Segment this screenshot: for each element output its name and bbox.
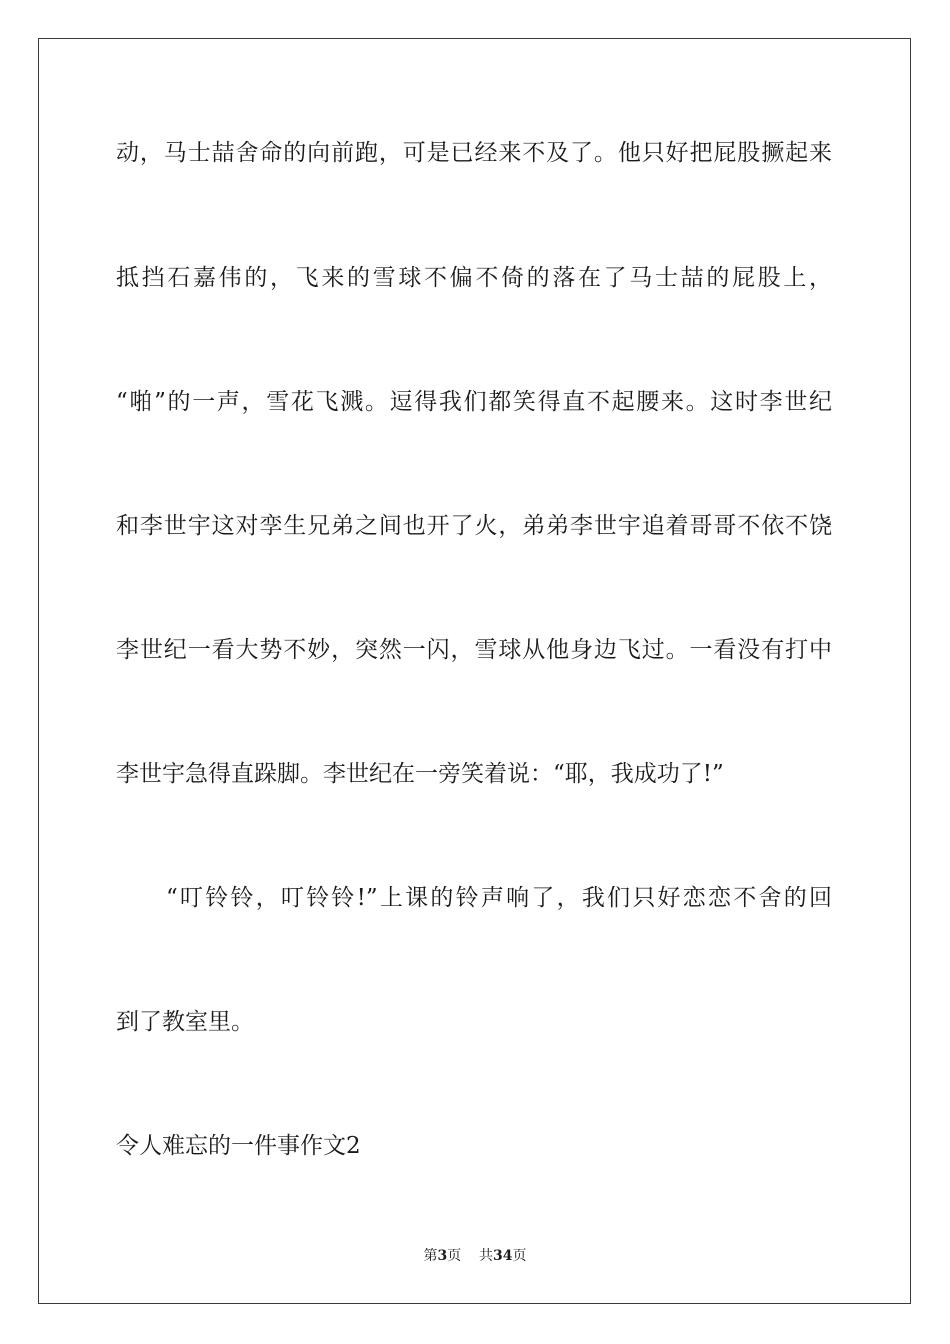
footer-page-suffix: 页 (447, 1248, 462, 1264)
page-footer (0, 1246, 950, 1266)
footer-total-suffix: 页 (512, 1248, 527, 1264)
footer-page-prefix: 第 (423, 1248, 438, 1264)
paragraph-line-6: 李世宇急得直跺脚。李世纪在一旁笑着说：“耶，我成功了!” (116, 761, 724, 787)
essay-heading: 令人难忘的一件事作文2 (116, 1133, 361, 1159)
footer-total-number: 34 (493, 1248, 513, 1264)
paragraph-line-1: 动，马士喆舍命的向前跑，可是已经来不及了。他只好把屁股撅起来 (116, 140, 832, 166)
footer-total-prefix: 共 (479, 1248, 494, 1264)
paragraph-line-5: 李世纪一看大势不妙，突然一闪，雪球从他身边飞过。一看没有打中 (116, 637, 832, 663)
footer-page-number: 3 (437, 1248, 448, 1264)
paragraph-line-3: “啪”的一声，雪花飞溅。逗得我们都笑得直不起腰来。这时李世纪 (116, 389, 832, 415)
paragraph-line-2: 抵挡石嘉伟的，飞来的雪球不偏不倚的落在了马士喆的屁股上， (116, 265, 832, 291)
paragraph-line-7: “叮铃铃，叮铃铃!”上课的铃声响了，我们只好恋恋不舍的回 (166, 885, 832, 911)
page-border (38, 38, 911, 1304)
paragraph-line-4: 和李世宇这对孪生兄弟之间也开了火，弟弟李世宇追着哥哥不依不饶 (116, 513, 832, 539)
paragraph-line-8: 到了教室里。 (116, 1009, 254, 1035)
